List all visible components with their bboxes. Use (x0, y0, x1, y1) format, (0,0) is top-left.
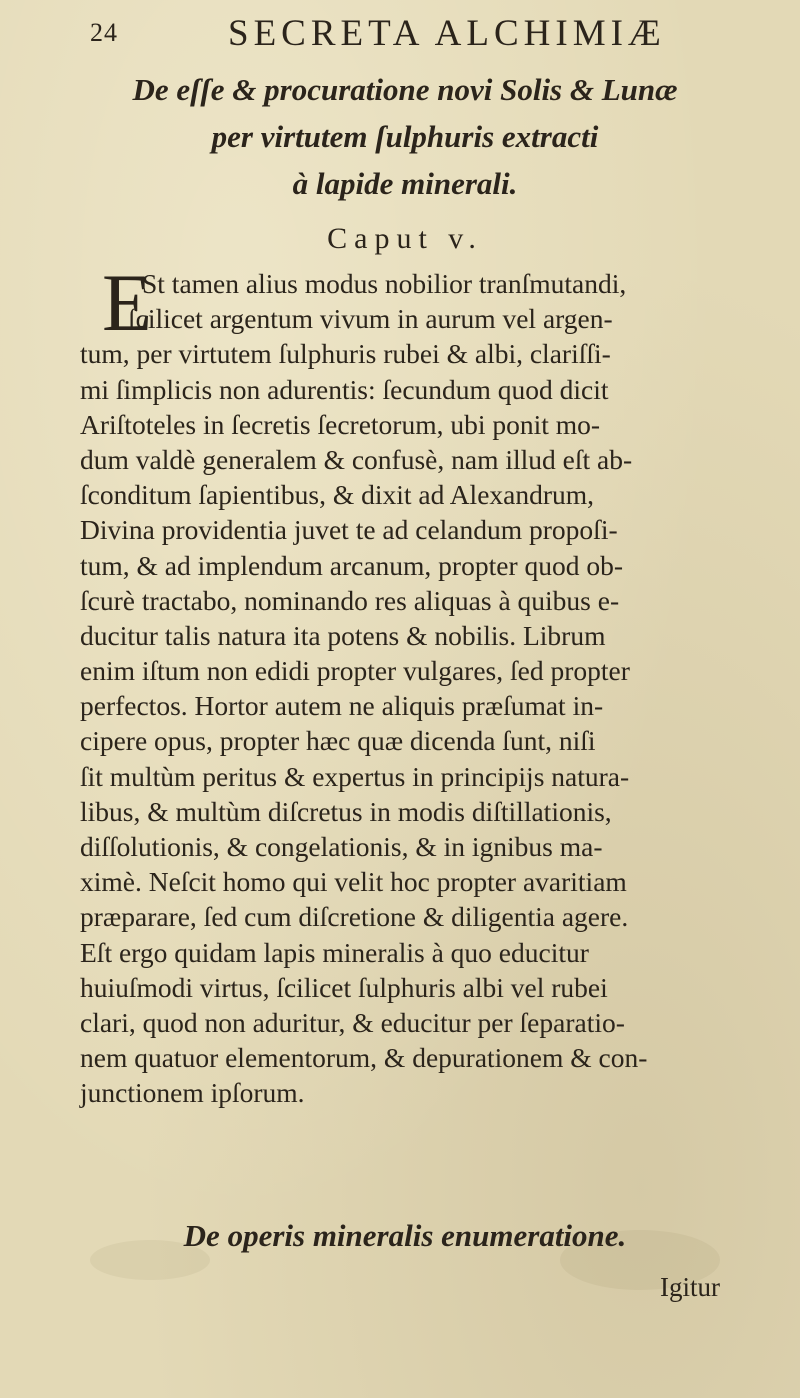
text-line: enim iſtum non edidi propter vulgares, ſed propter (80, 655, 630, 687)
page-number: 24 (90, 18, 118, 47)
drop-capital: E (102, 257, 153, 348)
chapter-title-line: per virtutem ſulphuris extracti (211, 119, 599, 154)
text-line: huiuſmodi virtus, ſcilicet ſulphuris albi vel rubei (80, 971, 608, 1003)
text-line: ſconditum ſapientibus, & dixit ad Alexandrum, (80, 479, 595, 511)
chapter-label: Caput v. (327, 222, 483, 255)
text-line: tum, per virtutem ſulphuris rubei & albi, clariſſi- (80, 338, 611, 370)
text-line: ſcilicet argentum vivum in aurum vel argen- (128, 303, 613, 335)
text-line: ſcurè tractabo, nominando res aliquas à quibus e- (80, 584, 620, 616)
text-line: diſſolutionis, & congelationis, & in ignibus ma- (80, 831, 603, 862)
text-line: ximè. Neſcit homo qui velit hoc propter avaritiam (80, 866, 627, 898)
text-line: nem quatuor elementorum, & depurationem & con- (80, 1042, 648, 1074)
text-line: dum valdè generalem & confusè, nam illud eſt ab- (80, 443, 633, 475)
running-title: SECRETA ALCHIMIÆ (228, 13, 666, 54)
text-line: mi ſimplicis non adurentis: ſecundum quod dicit (80, 373, 609, 405)
text-line: ducitur talis natura ita potens & nobilis. Librum (80, 619, 606, 651)
text-line: St tamen alius modus nobilior tranſmutandi, (142, 268, 627, 299)
catchword: Igitur (660, 1272, 720, 1302)
section-heading: De operis mineralis enumeratione. (183, 1218, 627, 1253)
text-line: libus, & multùm diſcretus in modis diſtillationis, (80, 795, 612, 827)
body-paragraph (80, 257, 770, 1111)
chapter-title (100, 66, 710, 207)
text-line: tum, & ad implendum arcanum, propter quod ob- (80, 549, 624, 581)
text-line: junctionem ipſorum. (80, 1077, 305, 1109)
text-line: præparare, ſed cum diſcretione & diligentia agere. (80, 901, 629, 933)
chapter-title-line: à lapide minerali. (292, 166, 518, 201)
text-line: Divina providentia juvet te ad celandum propoſi- (80, 514, 618, 546)
chapter-title-line: De eſſe & procuratione novi Solis & Lunæ (132, 72, 678, 107)
text-line: ſit multùm peritus & expertus in principijs natura- (80, 760, 630, 792)
text-line: Eſt ergo quidam lapis mineralis à quo educitur (80, 936, 589, 968)
running-head (88, 10, 778, 58)
text-line: clari, quod non aduritur, & educitur per ſeparatio- (80, 1006, 625, 1038)
text-line: perfectos. Hortor autem ne aliquis præſumat in- (80, 690, 604, 722)
text-line: Ariſtoteles in ſecretis ſecretorum, ubi ponit mo- (80, 408, 601, 440)
text-line: cipere opus, propter hæc quæ dicenda ſunt, niſi (80, 725, 596, 757)
